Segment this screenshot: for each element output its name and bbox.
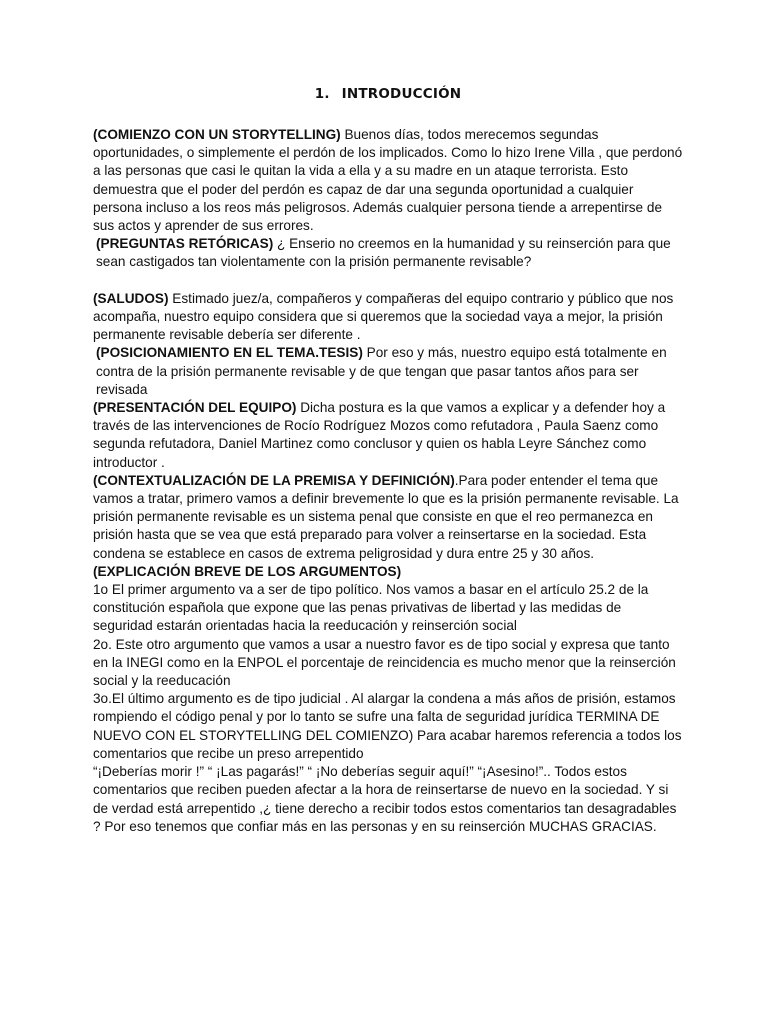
blank-line xyxy=(93,272,683,290)
paragraph-text: Buenos días, todos merecemos segundas oportunidades, o simplemente el perdón de los implicados. Como lo hizo Irene Villa , que perdonó a las personas que casi le quitan la vida a ella y a su madre en un ataque terrorista. Esto demuestra que el poder del perdón es capaz de dar una segunda oportunidad a cualquier persona incluso a los reos más peligrosos. Además cualquier persona tiende a arrepentirse de sus actos y aprender de sus errores. xyxy=(93,127,683,234)
paragraph-greetings xyxy=(93,290,683,345)
paragraph-label: (SALUDOS) xyxy=(93,290,169,306)
paragraph-text: Estimado juez/a, compañeros y compañeras del equipo contrario y público que nos acompaña, nuestro equipo considera que si queremos que la sociedad vaya a mejor, la prisión permanente revisable debería ser diferente . xyxy=(93,290,674,343)
section-heading xyxy=(93,86,683,102)
paragraph-label: (EXPLICACIÓN BREVE DE LOS ARGUMENTOS) xyxy=(93,563,402,579)
paragraph-rhetorical-questions xyxy=(93,235,683,271)
paragraph-text: “¡Deberías morir !” “ ¡Las pagarás!” “ ¡No deberías seguir aquí!” “¡Asesino!”.. Todos estos comentarios que reciben pueden afectar a la hora de reinsertarse de nuevo en la sociedad. Y si de verdad está arrepentido ,¿ tiene derecho a recibir todos estos comentarios tan desagradables ? Por eso tenemos que confiar más en las personas y en su reinserción MUCHAS GRACIAS. xyxy=(93,764,677,834)
paragraph-text: ¿ Enserio no creemos en la humanidad y su reinserción para que sean castigados tan violentamente con la prisión permanente revisable? xyxy=(96,236,671,270)
paragraph-label: (PRESENTACIÓN DEL EQUIPO) xyxy=(93,400,297,416)
section-number: 1. xyxy=(314,86,330,102)
paragraph-label: (POSICIONAMIENTO EN EL TEMA.TESIS) xyxy=(96,345,363,361)
paragraph-thesis xyxy=(93,344,683,399)
paragraph-text: 1o El primer argumento va a ser de tipo político. Nos vamos a basar en el artículo 25.2 de la constitución española que expone que las penas privativas de libertad y las medidas de seguridad estarán orientadas hacia la reeducación y reinserción social xyxy=(93,582,649,634)
paragraph-text: 2o. Este otro argumento que vamos a usar a nuestro favor es de tipo social y expresa que tanto en la INEGI como en la ENPOL el porcentaje de reincidencia es mucho menor que la reinserción social y la reeducación xyxy=(93,636,676,689)
paragraph-arguments-heading xyxy=(93,563,683,581)
paragraph-context-definition xyxy=(93,472,683,563)
document-body xyxy=(93,126,683,836)
paragraph-argument-2 xyxy=(93,636,683,691)
paragraph-label: (COMIENZO CON UN STORYTELLING) xyxy=(93,127,341,142)
paragraph-storytelling xyxy=(93,126,683,235)
paragraph-label: (CONTEXTUALIZACIÓN DE LA PREMISA Y DEFINICIÓN) xyxy=(93,472,455,488)
paragraph-closing xyxy=(93,763,683,836)
paragraph-text: .Para poder entender el tema que vamos a tratar, primero vamos a definir brevemente lo que es la prisión permanente revisable. La prisión permanente revisable es un sistema penal que consiste en que el reo permanezca en prisión hasta que se vea que está preparado para volver a reinsertarse en la sociedad. Esta condena se establece en casos de extrema peligrosidad y dura entre 25 y 30 años. xyxy=(93,472,679,561)
paragraph-text: Por eso y más, nuestro equipo está totalmente en contra de la prisión permanente revisable y de que tengan que pasar tantos años para ser revisada xyxy=(96,345,667,397)
paragraph-argument-3 xyxy=(93,690,683,763)
paragraph-argument-1 xyxy=(93,581,683,636)
section-title: INTRODUCCIÓN xyxy=(341,86,462,102)
paragraph-text: 3o.El último argumento es de tipo judicial . Al alargar la condena a más años de prisión, estamos rompiendo el código penal y por lo tanto se sufre una falta de seguridad jurídica TERMINA DE NUEVO CON EL STORYTELLING DEL COMIENZO) Para acabar haremos referencia a todos los comentarios que recibe un preso arrepentido xyxy=(93,691,682,761)
paragraph-label: (PREGUNTAS RETÓRICAS) xyxy=(96,236,274,252)
paragraph-team-presentation xyxy=(93,399,683,472)
paragraph-text: Dicha postura es la que vamos a explicar y a defender hoy a través de las intervenciones de Rocío Rodríguez Mozos como refutadora , Paula Saenz como segunda refutadora, Daniel Martinez como conclusor y quien os habla Leyre Sánchez como introductor . xyxy=(93,400,666,470)
document-page xyxy=(93,0,683,1024)
